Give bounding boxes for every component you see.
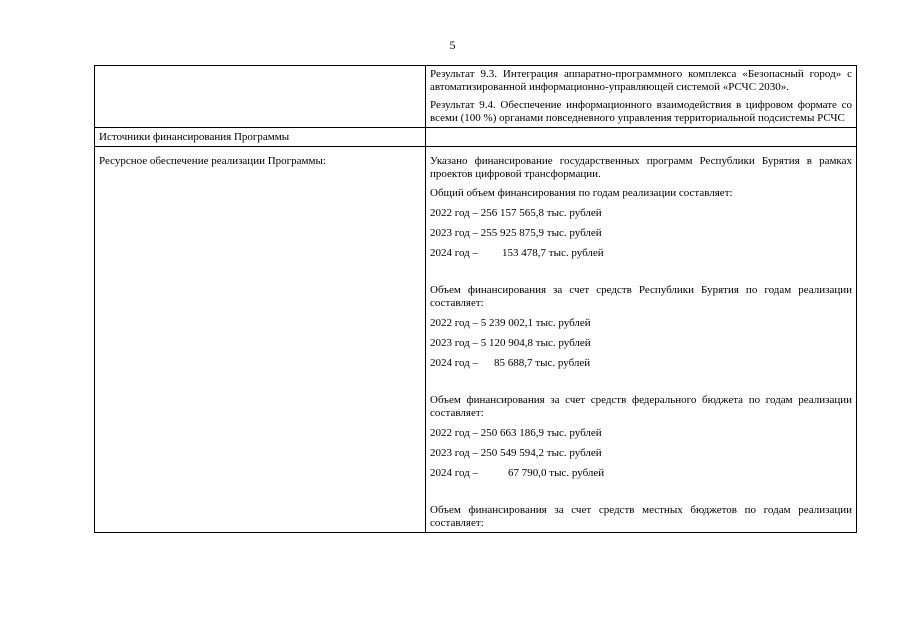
funding-block-federal (430, 394, 852, 480)
funding-amount: 250 549 594,2 тыс. рублей (480, 447, 602, 459)
funding-line (430, 467, 852, 480)
funding-line (430, 427, 852, 440)
funding-line (430, 337, 852, 350)
funding-year: 2024 год – (430, 467, 479, 479)
result-9-3: Результат 9.3. Интеграция аппаратно-программного комплекса «Безопасный город» с автоматизированной информационно-управляющей системой «РСЧС 2030». (430, 68, 852, 93)
funding-line (430, 317, 852, 330)
funding-heading: Объем финансирования за счет средств федерального бюджета по годам реализации составляет: (430, 394, 852, 419)
funding-sources-value (426, 128, 857, 147)
funding-year: 2022 год – (430, 207, 479, 219)
funding-year: 2024 год – (430, 357, 479, 369)
funding-block-local (430, 504, 852, 530)
table-row-resource-support (95, 147, 857, 533)
funding-year: 2023 год – (430, 227, 479, 239)
funding-line (430, 227, 852, 240)
funding-year: 2023 год – (430, 447, 479, 459)
funding-line (430, 357, 852, 370)
funding-amount: 67 790,0 тыс. рублей (508, 467, 605, 479)
funding-amount: 5 120 904,8 тыс. рублей (480, 337, 591, 349)
funding-amount: 85 688,7 тыс. рублей (494, 357, 591, 369)
funding-amount: 256 157 565,8 тыс. рублей (480, 207, 602, 219)
funding-line (430, 447, 852, 460)
funding-heading: Объем финансирования за счет средств Республики Бурятия по годам реализации составляет: (430, 284, 852, 309)
funding-year: 2023 год – (430, 337, 479, 349)
funding-heading: Объем финансирования за счет средств местных бюджетов по годам реализации составляет: (430, 504, 852, 529)
resource-support-cell (426, 147, 857, 533)
results-cell (426, 66, 857, 128)
program-passport-table (94, 65, 857, 533)
funding-year: 2022 год – (430, 317, 479, 329)
funding-year: 2022 год – (430, 427, 479, 439)
funding-amount: 255 925 875,9 тыс. рублей (480, 227, 602, 239)
funding-amount: 153 478,7 тыс. рублей (502, 247, 604, 259)
page-number: 5 (449, 38, 456, 52)
resource-support-label: Ресурсное обеспечение реализации Программы: (95, 147, 426, 533)
funding-year: 2024 год – (430, 247, 479, 259)
table-row-funding-sources (95, 128, 857, 147)
funding-amount: 250 663 186,9 тыс. рублей (480, 427, 602, 439)
table-row-results (95, 66, 857, 128)
results-label-cell (95, 66, 426, 128)
funding-intro: Указано финансирование государственных программ Республики Бурятия в рамках проектов цифровой трансформации. (430, 155, 852, 180)
funding-line (430, 207, 852, 220)
result-9-4: Результат 9.4. Обеспечение информационного взаимодействия в цифровом формате со всеми (100 %) органами повседневного управления территориальной подсистемы РСЧС (430, 99, 852, 124)
funding-amount: 5 239 002,1 тыс. рублей (480, 317, 591, 329)
funding-block-total (430, 187, 852, 260)
funding-sources-label: Источники финансирования Программы (95, 128, 426, 147)
funding-heading: Общий объем финансирования по годам реализации составляет: (430, 187, 733, 199)
funding-block-republic (430, 284, 852, 370)
funding-line (430, 247, 852, 260)
